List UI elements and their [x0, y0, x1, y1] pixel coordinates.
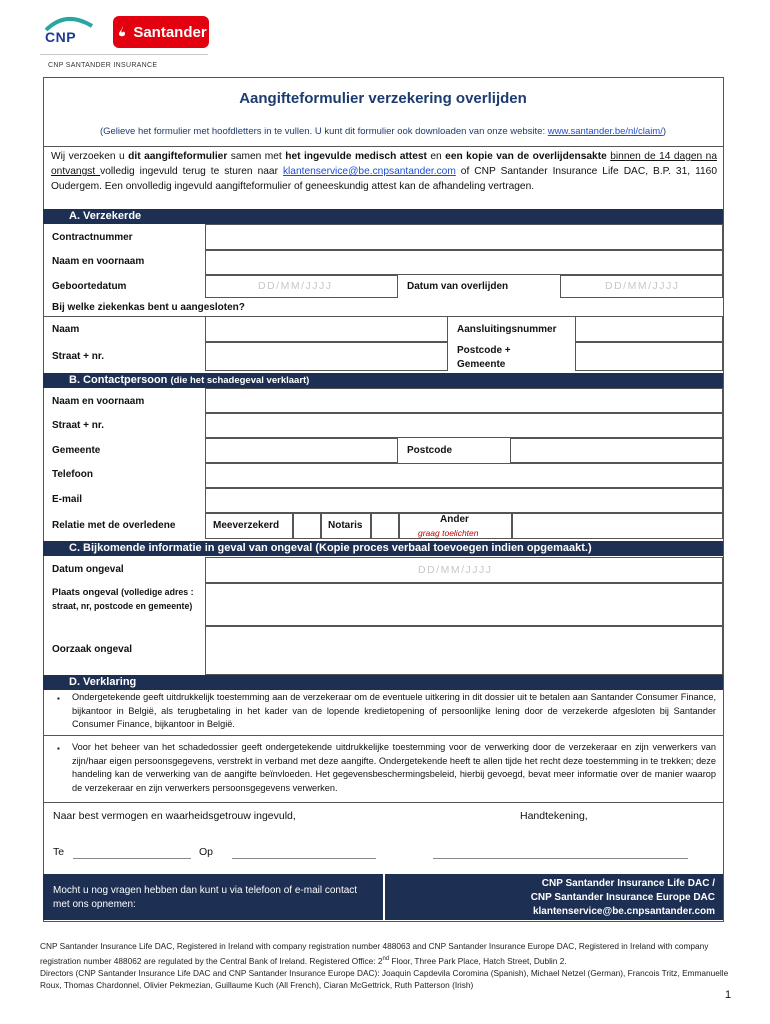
- death-date-placeholder: DD/MM/JJJJ: [605, 280, 680, 292]
- phone-field[interactable]: [205, 463, 723, 488]
- contract-number-field[interactable]: [205, 224, 723, 250]
- email-field[interactable]: [205, 488, 723, 513]
- legal-superscript: nd: [382, 955, 390, 962]
- health-insurer-question: Bij welke ziekenkas bent u aangesloten?: [52, 302, 245, 313]
- signature-line[interactable]: [433, 858, 688, 859]
- fund-name-label: Naam: [52, 324, 80, 335]
- intro-bold: dit aangifteformulier: [128, 151, 228, 162]
- cnp-logo-text: CNP: [45, 29, 77, 45]
- fund-postcode-label: Postcode + Gemeente: [457, 345, 511, 370]
- logo-divider: [40, 54, 208, 55]
- signature-label: Handtekening,: [520, 810, 588, 822]
- email-label: E-mail: [52, 494, 83, 505]
- company-line-2: CNP Santander Insurance Europe DAC: [530, 892, 715, 903]
- declaration-item-1: Ondergetekende geeft uitdrukkelijk toestemming aan de verzekeraar om de eventuele uitkering in dit dossier uit te betalen aan Santander Consumer Finance, bijkantoor in België, als terugbetaling in het kader van de lopende kredietopening of persoonlijke lening door de verzekerde afgesloten bij Santander Consumer Finance, bijkantoor in België.: [72, 692, 716, 729]
- other-relation-field[interactable]: [512, 513, 723, 539]
- contact-city-label: Gemeente: [52, 445, 101, 456]
- notary-label: Notaris: [328, 520, 363, 531]
- date-input-line[interactable]: [232, 858, 376, 859]
- notary-checkbox[interactable]: [371, 513, 399, 539]
- birth-date-label: Geboortedatum: [52, 281, 127, 292]
- intro-text: en: [426, 151, 446, 162]
- section-c-header: C. Bijkomende informatie in geval van ongeval (Kopie proces verbaal toevoegen indien opgemaakt.): [43, 541, 723, 556]
- subtitle-text: (Gelieve het formulier met hoofdletters in te vullen. U kunt dit formulier ook downloaden van onze website:: [99, 126, 548, 137]
- legal-text: CNP Santander Insurance Life DAC, Registered in Ireland with company registration number 488063 and CNP Santander Insurance Europe DAC, Registered in Ireland with company registration number 488062 are regulated by the Central Bank of Ireland. Registered Office: 2: [40, 941, 709, 966]
- member-number-field[interactable]: [575, 316, 723, 342]
- company-email: klantenservice@be.cnpsantander.com: [532, 906, 715, 917]
- contact-postcode-label: Postcode: [407, 445, 453, 456]
- santander-logo: [113, 16, 209, 48]
- accident-cause-field[interactable]: [205, 626, 723, 675]
- flame-icon: [115, 25, 129, 39]
- member-number-label: Aansluitingsnummer: [457, 324, 557, 335]
- intro-paragraph: [51, 149, 717, 194]
- form-subtitle: [43, 126, 723, 137]
- co-insured-label: Meeverzekerd: [213, 520, 280, 531]
- other-label: Ander: [440, 514, 469, 525]
- legal-small-print: [40, 940, 735, 992]
- divider: [43, 146, 723, 147]
- contract-number-label: Contractnummer: [52, 232, 133, 243]
- phone-label: Telefoon: [52, 469, 93, 480]
- truthful-statement: Naar best vermogen en waarheidsgetrouw ingevuld,: [53, 810, 296, 822]
- co-insured-checkbox[interactable]: [293, 513, 321, 539]
- birth-date-placeholder: DD/MM/JJJJ: [258, 280, 333, 292]
- bullet-icon: ▪: [57, 744, 60, 753]
- company-contact-box: [385, 874, 723, 920]
- directors-text: Directors (CNP Santander Insurance Life DAC and CNP Santander Insurance Europe DAC): Joaquin Capdevila Coromina (Spanish), Michael Netzel (German), Francois Tritz, Emmanuelle Roux, Thomas Chardonnel, Olivier Pekmezian, Guillaume Kuch (All French), Ciaran McGettrick, Ruth Patterson (Irish): [40, 967, 729, 991]
- accident-place-label: [52, 586, 202, 613]
- website-link[interactable]: www.santander.be/nl/claim/: [547, 126, 663, 137]
- accident-place-title: Plaats ongeval: [52, 587, 119, 598]
- accident-cause-label: Oorzaak ongeval: [52, 644, 133, 655]
- intro-text: Wij verzoeken u: [51, 151, 129, 162]
- relation-label: Relatie met de overledene: [52, 520, 176, 531]
- contact-city-field[interactable]: [205, 438, 398, 463]
- accident-date-label: Datum ongeval: [52, 564, 124, 575]
- declaration-item-2: Voor het beheer van het schadedossier geeft ondergetekende uitdrukkelijke toestemming voor de verwerking door de verzekeraar en zijn verwerkers van zijn/haar eigen persoonsgegevens, verstrekt in verband met deze aangifte. Ondergetekende heeft te allen tijde het recht deze toestemming in te trekken; deze handeling kan de verwerking van de aangifte beïnvloeden. Het gegevensbeschermingsbeleid, hierbij gevoegd, bevat meer informatie over de manier waarop de verzekeraar en zijn verwerkers persoonsgegevens verwerken.: [72, 742, 716, 793]
- bullet-icon: ▪: [57, 694, 60, 703]
- intro-text: of CNP Santander Insurance Life DAC, B.P. 31, 1160 Oudergem. Een onvolledig ingevuld aangifteformulier of geneeskundig attest kan de afhandeling vertragen.: [51, 166, 717, 192]
- divider: [43, 735, 723, 736]
- intro-bold: een kopie van de overlijdensakte: [445, 151, 607, 162]
- legal-text: Floor, Three Park Place, Hatch Street, Dublin 2.: [389, 955, 567, 966]
- intro-deadline: binnen de 14 dagen na ontvangst: [51, 151, 717, 177]
- accident-place-note: (volledige adres : straat, nr, postcode en gemeente): [52, 587, 194, 611]
- fund-street-label: Straat + nr.: [52, 351, 104, 362]
- contact-postcode-field[interactable]: [510, 438, 723, 463]
- death-date-label: Datum van overlijden: [407, 281, 509, 292]
- other-note: graag toelichten: [418, 528, 479, 538]
- divider: [43, 802, 723, 803]
- contact-name-field[interactable]: [205, 388, 723, 413]
- section-b-header: [43, 373, 723, 388]
- contact-street-label: Straat + nr.: [52, 420, 104, 431]
- insured-name-field[interactable]: [205, 250, 723, 275]
- fund-street-field[interactable]: [205, 342, 448, 371]
- section-b-title: B. Contactpersoon: [69, 374, 168, 386]
- date-label: Op: [199, 846, 214, 858]
- place-input-line[interactable]: [73, 858, 191, 859]
- intro-text: volledig ingevuld terug te sturen naar: [100, 166, 283, 177]
- insured-name-label: Naam en voornaam: [52, 256, 145, 267]
- contact-info-text: Mocht u nog vragen hebben dan kunt u via telefoon of e-mail contact met ons opnemen:: [53, 885, 358, 910]
- contact-street-field[interactable]: [205, 413, 723, 438]
- company-contact-lines: [531, 877, 715, 919]
- company-line-1: CNP Santander Insurance Life DAC /: [541, 878, 715, 889]
- intro-bold: het ingevulde medisch attest: [285, 151, 427, 162]
- fund-postcode-field[interactable]: [575, 342, 723, 371]
- intro-text: samen met: [227, 151, 286, 162]
- fund-name-field[interactable]: [205, 316, 448, 342]
- page-number: 1: [725, 989, 732, 1001]
- accident-date-placeholder: DD/MM/JJJJ: [418, 564, 493, 576]
- form-title: Aangifteformulier verzekering overlijden: [239, 90, 527, 107]
- email-link[interactable]: klantenservice@be.cnpsantander.com: [282, 166, 456, 177]
- accident-place-field[interactable]: [205, 583, 723, 626]
- santander-logo-text: Santander: [133, 23, 207, 41]
- section-b-note: (die het schadegeval verklaart): [170, 375, 310, 386]
- subtitle-end: ): [662, 126, 667, 137]
- contact-info-box: [43, 874, 383, 920]
- contact-name-label: Naam en voornaam: [52, 396, 145, 407]
- brand-caption: CNP SANTANDER INSURANCE: [48, 62, 158, 69]
- section-a-header: A. Verzekerde: [43, 209, 723, 224]
- section-d-header: D. Verklaring: [43, 675, 723, 690]
- place-label: Te: [53, 846, 65, 858]
